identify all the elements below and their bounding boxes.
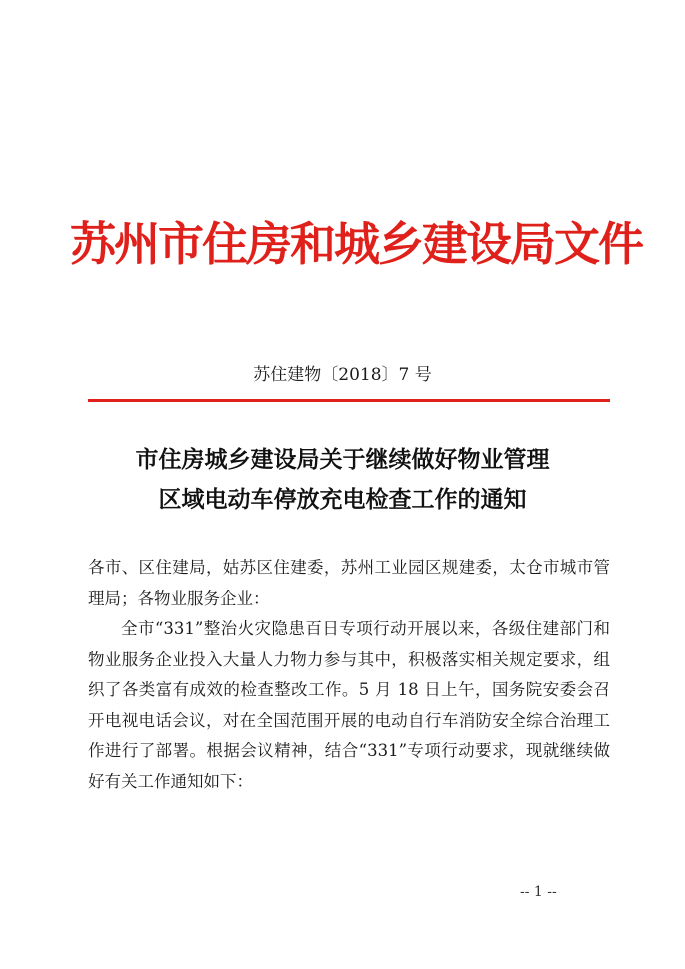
document-title-line-2: 区域电动车停放充电检查工作的通知 [158,487,527,513]
document-body [88,553,610,797]
document-title [60,440,625,520]
page-number: -- 1 -- [520,884,557,900]
document-number: 苏住建物〔2018〕7 号 [253,365,432,385]
document-title-line-1: 市住房城乡建设局关于继续做好物业管理 [135,447,550,473]
red-separator-line [88,399,610,402]
addressee-line: 各市、区住建局，姑苏区住建委，苏州工业园区规建委，太仓市城市管理局；各物业服务企业： [88,558,610,608]
body-paragraph-1: 全市“331”整治火灾隐患百日专项行动开展以来，各级住建部门和物业服务企业投入大量人力物力参与其中，积极落实相关规定要求，组织了各类富有成效的检查整改工作。5 月 18 日上午，国务院安委会召开电视电话会议，对在全国范围开展的电动自行车消防安全综合治理工作进行了部署。根据会议精神，结合“331”专项行动要求，现就继续做好有关工作通知如下： [88,619,610,791]
issuing-authority-masthead: 苏州市住房和城乡建设局文件 [70,217,642,271]
